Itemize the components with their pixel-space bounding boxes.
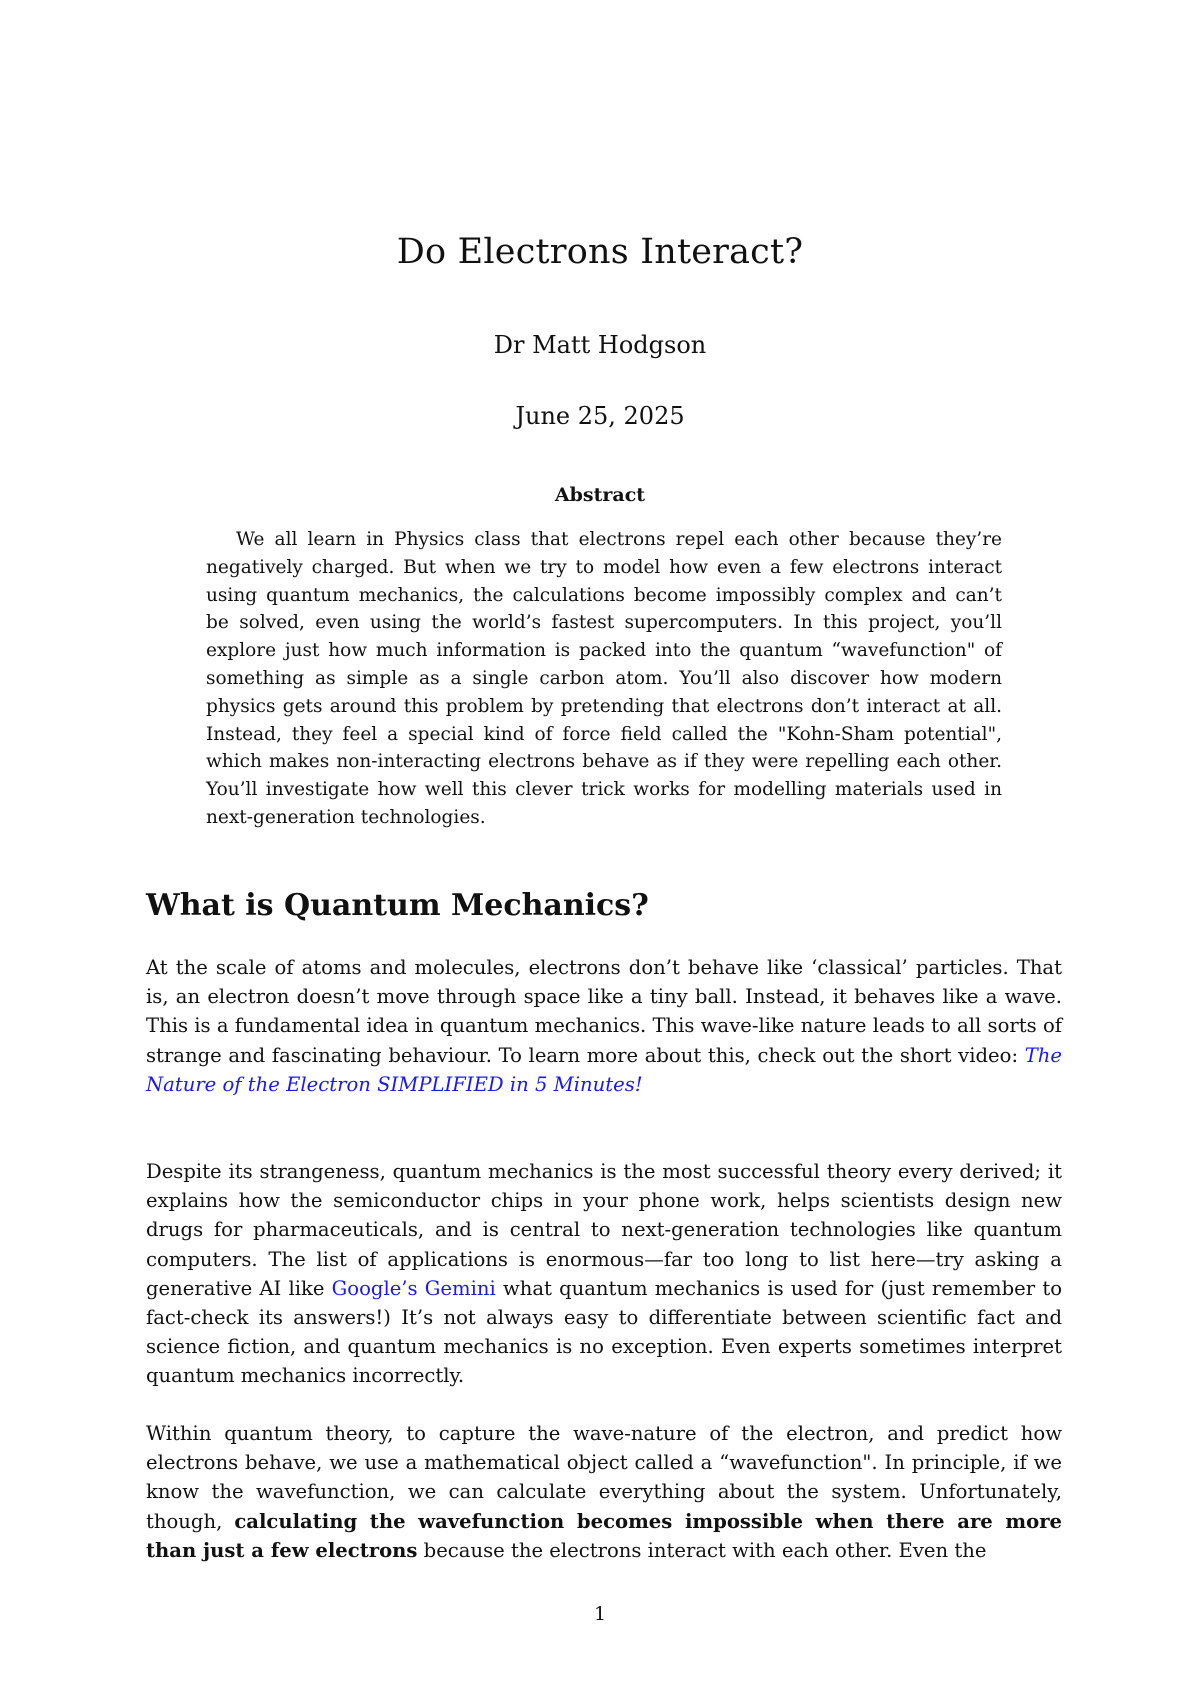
video-link[interactable]: The Nature of the Electron SIMPLIFIED in 5 Minutes!: [146, 1043, 1062, 1096]
paragraph-1: [146, 953, 1062, 1099]
gemini-link[interactable]: Google’s Gemini: [331, 1276, 496, 1300]
paragraph-2-text-start: Despite its strangeness, quantum mechanics is the most successful theory every derived; it explains how the semiconductor chips in your phone work, helps scientists design new drugs for pharmaceuticals, and is central to next-generation technologies like quantum computers. The list of applications is enormous—far too long to list here—try asking a generative AI like: [146, 1160, 1062, 1300]
author-name: Dr Matt Hodgson: [493, 331, 707, 359]
paragraph-2-text-end: what quantum mechanics is used for (just remember to fact-check its answers!) It’s not always easy to differentiate between scientific fact and science fiction, and quantum mechanics is no exception. Even experts sometimes interpret quantum mechanics incorrectly.: [146, 1276, 1062, 1388]
paragraph-3: [146, 1419, 1062, 1565]
page-number: 1: [593, 1603, 607, 1625]
abstract-text: We all learn in Physics class that electrons repel each other because they’re negatively charged. But when we try to model how even a few electrons interact using quantum mechanics, the calculations become impossibly complex and can’t be solved, even using the world’s fastest supercomputers. In this project, you’ll explore just how much information is packed into the quantum “wavefunction" of something as simple as a single carbon atom. You’ll also discover how modern physics gets around this problem by pretending that electrons don’t interact at all. Instead, they feel a special kind of force field called the "Kohn-Sham potential", which makes non-interacting electrons behave as if they were repelling each other. You’ll investigate how well this clever trick works for modelling materials used in next-generation technologies.: [206, 529, 1002, 828]
paragraph-1-text: At the scale of atoms and molecules, electrons don’t behave like ‘classical’ particles. That is, an electron doesn’t move through space like a tiny ball. Instead, it behaves like a wave. This is a fundamental idea in quantum mechanics. This wave-like nature leads to all sorts of strange and fascinating behaviour. To learn more about this, check out the short video:: [146, 956, 1062, 1067]
paragraph-3-emphasis: calculating the wavefunction becomes impossible when there are more than just a few electrons: [146, 1509, 1062, 1562]
paragraph-2: [146, 1157, 1062, 1391]
paragraph-3-text-start: Within quantum theory, to capture the wave-nature of the electron, and predict how electrons behave, we use a mathematical object called a “wavefunction". In principle, if we know the wavefunction, we can calculate everything about the system. Unfortunately, though,: [146, 1422, 1062, 1533]
document-title: Do Electrons Interact?: [396, 232, 804, 272]
publication-date: June 25, 2025: [515, 402, 685, 430]
paragraph-3-text-end: because the electrons interact with each other. Even the: [417, 1538, 987, 1562]
abstract-heading: Abstract: [554, 484, 646, 506]
section-title: What is Quantum Mechanics?: [146, 888, 649, 923]
